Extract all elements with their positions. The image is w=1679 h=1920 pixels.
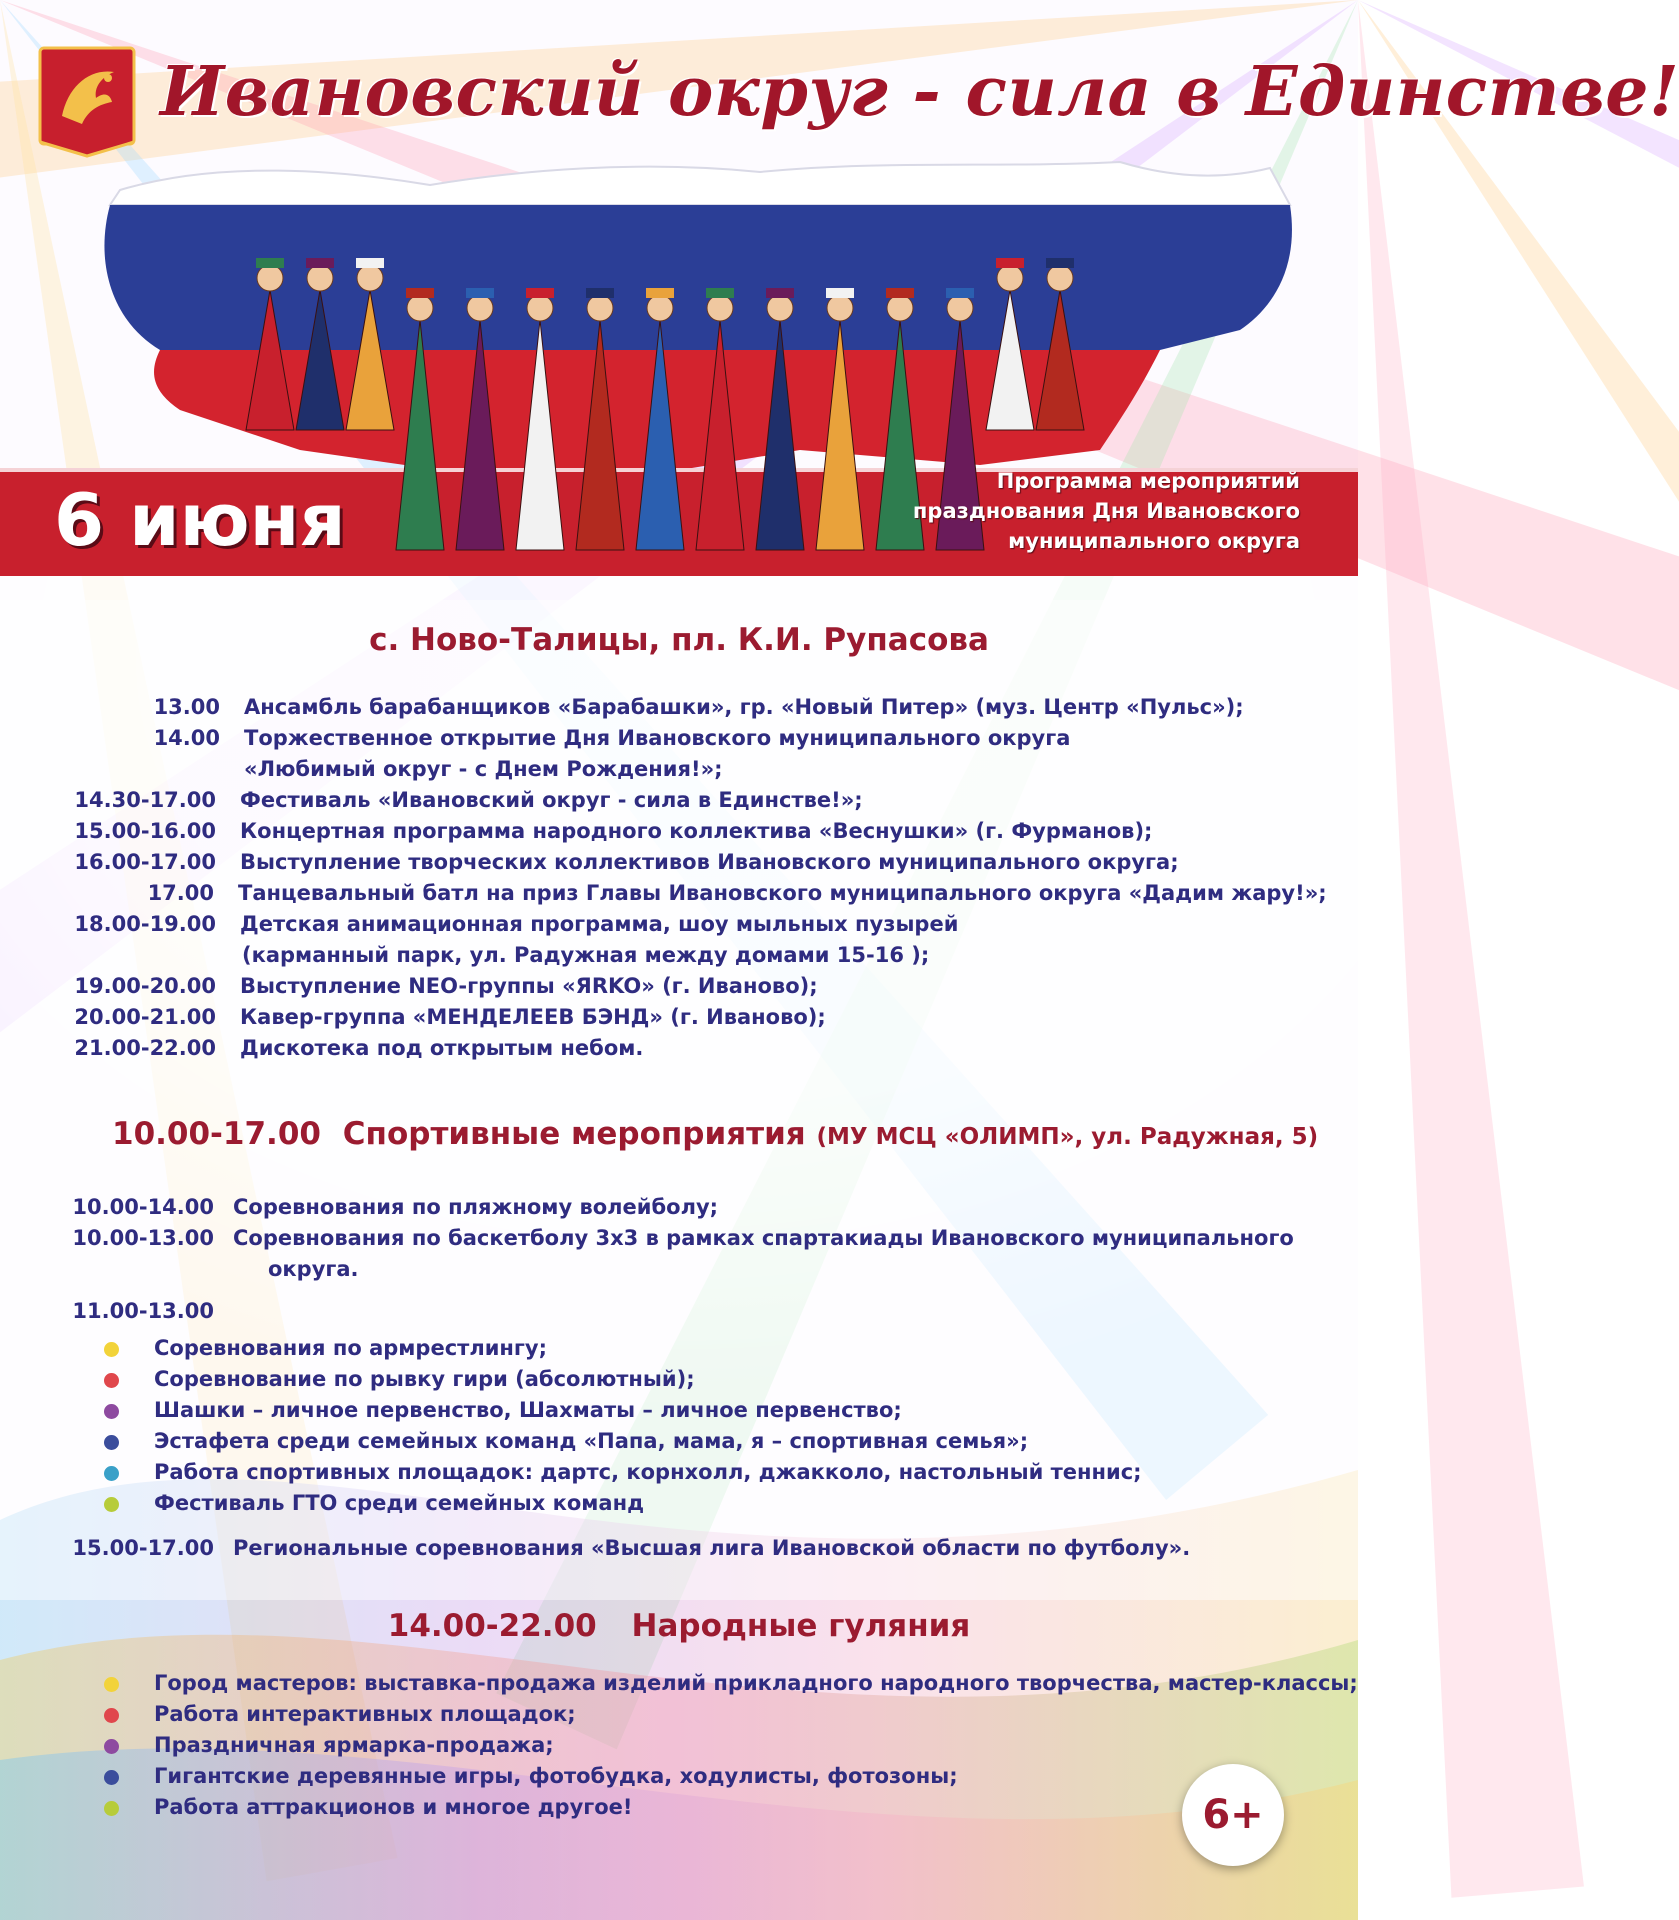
schedule-row (0, 909, 1358, 940)
schedule-text: (карманный парк, ул. Радужная между домами 15-16 ); (242, 943, 930, 967)
schedule-text: Выступление NEO-группы «ЯRKO» (г. Иваново); (240, 974, 818, 998)
folk-figure-hat (996, 258, 1024, 268)
sport-text: Соревнования по баскетболу 3х3 в рамках спартакиады Ивановского муниципального (233, 1226, 1294, 1250)
bullet-dot (104, 1404, 119, 1419)
sport-text: Соревнования по пляжному волейболу; (233, 1195, 719, 1219)
schedule-row (0, 754, 1358, 785)
folk-figure-hat (306, 258, 334, 268)
bullet-dot (104, 1373, 119, 1388)
folk-figure-hat (466, 288, 494, 298)
folk-figure-hat (406, 288, 434, 298)
folk-figure-head (997, 265, 1023, 291)
date-label: 6 июня (54, 478, 346, 562)
folk-figure-head (1047, 265, 1073, 291)
bullet-dot (104, 1739, 119, 1754)
folk-time: 14.00-22.00 (387, 1608, 597, 1644)
folk-title: Народные гуляния (631, 1608, 971, 1644)
sport-text: Региональные соревнования «Высшая лига Ивановской области по футболу». (233, 1536, 1191, 1560)
schedule-text: Выступление творческих коллективов Ивановского муниципального округа; (240, 850, 1179, 874)
folk-figure-head (947, 295, 973, 321)
sport-row (0, 1192, 1358, 1223)
folk-figure-hat (586, 288, 614, 298)
schedule-row (0, 816, 1358, 847)
sport-time: 10.00-17.00 (112, 1116, 321, 1152)
schedule-row (0, 785, 1358, 816)
bullet-dot (104, 1435, 119, 1450)
bullet-dot (104, 1677, 119, 1692)
folk-figure-hat (1046, 258, 1074, 268)
schedule-time: 14.30-17.00 (74, 788, 216, 812)
sport-time: 11.00-13.00 (72, 1299, 214, 1323)
schedule-text: Концертная программа народного коллектива «Веснушки» (г. Фурманов); (240, 819, 1153, 843)
folk-figure-head (827, 295, 853, 321)
schedule-time: 17.00 (147, 881, 214, 905)
map-white-band (110, 162, 1290, 205)
location-heading: с. Ново-Талицы, пл. К.И. Рупасова (369, 622, 989, 658)
sport-bullet-item: Эстафета среди семейных команд «Папа, мама, я – спортивная семья»; (154, 1429, 1029, 1453)
schedule-time: 20.00-21.00 (74, 1005, 216, 1029)
age-rating-badge: 6+ (1182, 1764, 1284, 1866)
schedule-text: «Любимый округ - с Днем Рождения!»; (244, 757, 723, 781)
program-title-line-1: Программа мероприятий (996, 469, 1300, 493)
schedule-text: Дискотека под открытым небом. (240, 1036, 644, 1060)
schedule-row (0, 847, 1358, 878)
bullet-dot (104, 1497, 119, 1512)
schedule-text: Торжественное открытие Дня Ивановского муниципального округа (244, 726, 1071, 750)
folk-figure-head (767, 295, 793, 321)
sport-title: Спортивные мероприятия (342, 1116, 806, 1152)
schedule-row (0, 971, 1358, 1002)
schedule-row (0, 940, 1358, 971)
folk-figure-head (257, 265, 283, 291)
folk-figure-hat (706, 288, 734, 298)
schedule-text: Ансамбль барабанщиков «Барабашки», гр. «Новый Питер» (муз. Центр «Пульс»); (244, 695, 1244, 719)
folk-figure-head (707, 295, 733, 321)
sport-bullet-item: Фестиваль ГТО среди семейных команд (154, 1491, 645, 1515)
folk-figure-head (467, 295, 493, 321)
sport-time: 10.00-14.00 (72, 1195, 214, 1219)
sport-row (0, 1254, 1358, 1285)
folk-bullet-item: Гигантские деревянные игры, фотобудка, ходулисты, фотозоны; (154, 1764, 958, 1788)
schedule-time: 14.00 (153, 726, 220, 750)
folk-figure-hat (526, 288, 554, 298)
program-title-line-2: празднования Дня Ивановского (912, 499, 1300, 523)
folk-figure-head (407, 295, 433, 321)
bullet-dot (104, 1770, 119, 1785)
sport-row (0, 1296, 1358, 1327)
bullet-dot (104, 1801, 119, 1816)
sport-row (0, 1223, 1358, 1254)
sport-bullet-item: Шашки – личное первенство, Шахматы – личное первенство; (154, 1398, 902, 1422)
folk-figure-head (527, 295, 553, 321)
program-title-line-3: муниципального округа (1008, 529, 1300, 553)
sport-bullet-item: Работа спортивных площадок: дартс, корнхолл, джакколо, настольный теннис; (154, 1460, 1142, 1484)
folk-bullet-item: Город мастеров: выставка-продажа изделий прикладного народного творчества, мастер-классы; (154, 1671, 1358, 1695)
slogan-title: Ивановский округ - сила в Единстве! (160, 52, 1679, 132)
schedule-time: 13.00 (153, 695, 220, 719)
schedule-time: 16.00-17.00 (74, 850, 216, 874)
folk-heading (0, 1608, 1358, 1644)
folk-bullet-item: Праздничная ярмарка-продажа; (154, 1733, 554, 1757)
schedule-text: Фестиваль «Ивановский округ - сила в Единстве!»; (240, 788, 863, 812)
sport-time: 10.00-13.00 (72, 1226, 214, 1250)
folk-figure-hat (886, 288, 914, 298)
sport-final-row (0, 1533, 1358, 1564)
schedule-time: 19.00-20.00 (74, 974, 216, 998)
schedule-row (0, 1033, 1358, 1064)
folk-figure-hat (826, 288, 854, 298)
folk-figure-head (587, 295, 613, 321)
sport-time: 15.00-17.00 (72, 1536, 214, 1560)
folk-figure-hat (766, 288, 794, 298)
schedule-row (0, 878, 1358, 909)
folk-figure-hat (256, 258, 284, 268)
schedule-row (0, 692, 1358, 723)
sport-text: округа. (268, 1257, 359, 1281)
folk-figure-hat (646, 288, 674, 298)
schedule-text: Кавер-группа «МЕНДЕЛЕЕВ БЭНД» (г. Иваново); (240, 1005, 826, 1029)
bullet-dot (104, 1342, 119, 1357)
schedule-time: 18.00-19.00 (74, 912, 216, 936)
bullet-dot (104, 1708, 119, 1723)
schedule-time: 15.00-16.00 (74, 819, 216, 843)
schedule-text: Детская анимационная программа, шоу мыльных пузырей (240, 912, 959, 936)
schedule-text: Танцевальный батл на приз Главы Ивановского муниципального округа «Дадим жару!»; (238, 881, 1327, 905)
folk-figure-head (357, 265, 383, 291)
folk-figure-hat (356, 258, 384, 268)
schedule-time: 21.00-22.00 (74, 1036, 216, 1060)
folk-bullet-item: Работа аттракционов и многое другое! (154, 1795, 633, 1819)
program-title (880, 466, 1300, 576)
sport-bullet-item: Соревнования по армрестлингу; (154, 1336, 547, 1360)
sport-bullet-item: Соревнование по рывку гири (абсолютный); (154, 1367, 695, 1391)
schedule-row (0, 723, 1358, 754)
folk-bullet-item: Работа интерактивных площадок; (154, 1702, 576, 1726)
sport-venue: (МУ МСЦ «ОЛИМП», ул. Радужная, 5) (816, 1124, 1319, 1150)
folk-figure-head (647, 295, 673, 321)
schedule-row (0, 1002, 1358, 1033)
coat-of-arms-icon (38, 46, 136, 158)
sport-heading (112, 1116, 1318, 1152)
folk-figure-hat (946, 288, 974, 298)
folk-figure-head (887, 295, 913, 321)
bullet-dot (104, 1466, 119, 1481)
folk-figure-head (307, 265, 333, 291)
